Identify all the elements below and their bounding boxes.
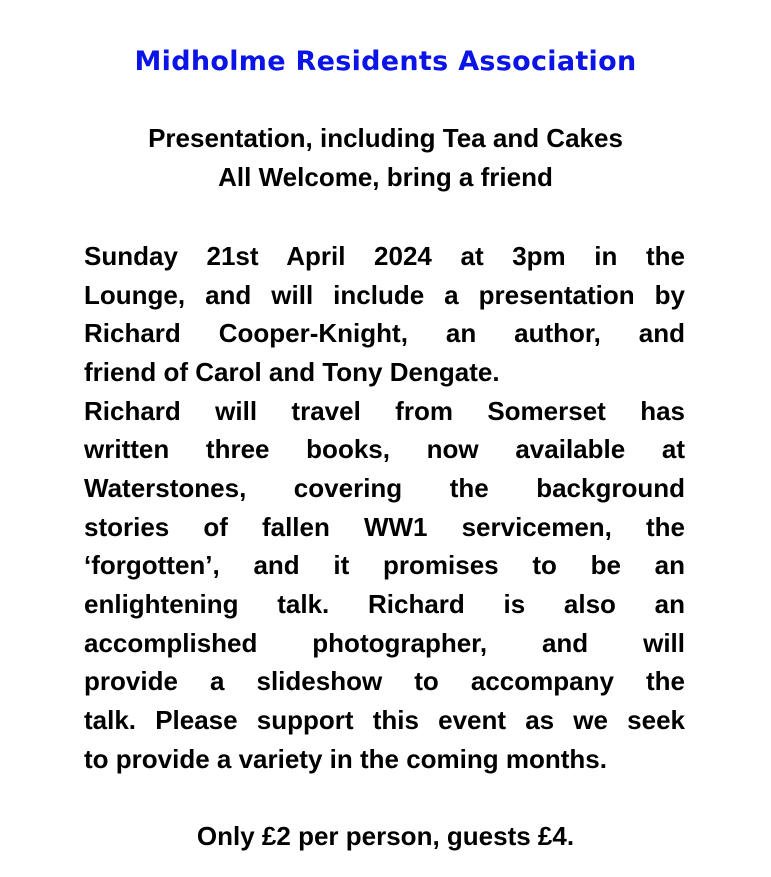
description-line (84, 509, 685, 545)
description-line (84, 470, 685, 506)
description-line-text: Waterstones, covering the background (84, 473, 685, 503)
description-line (84, 663, 685, 699)
description-line (84, 586, 685, 622)
description-line (84, 702, 685, 738)
association-title: Midholme Residents Association (134, 46, 637, 77)
description-line-text: friend of Carol and Tony Dengate. (84, 357, 500, 387)
welcome-line: All Welcome, bring a friend (218, 162, 553, 192)
description-line (84, 238, 685, 274)
description-line-text: Richard will travel from Somerset has (84, 396, 685, 426)
description-line-text: stories of fallen WW1 servicemen, the (84, 512, 685, 542)
description-line (84, 547, 685, 583)
description-line (84, 393, 685, 429)
description-line-text: provide a slideshow to accompany the (84, 666, 685, 696)
description-line-text: to provide a variety in the coming months. (84, 744, 607, 774)
description-line (84, 277, 685, 313)
event-subtitle: Presentation, including Tea and Cakes (148, 123, 623, 153)
description-line-text: Lounge, and will include a presentation by (84, 280, 685, 310)
description-line-text: enlightening talk. Richard is also an (84, 589, 685, 619)
description-line-text: Richard Cooper-Knight, an author, and (84, 318, 685, 348)
description-line (84, 354, 685, 390)
description-line (84, 741, 685, 777)
price-line: Only £2 per person, guests £4. (196, 821, 575, 851)
description-line (84, 431, 685, 467)
description-line-text: accomplished photographer, and will (84, 628, 685, 658)
description-line-text: written three books, now available at (84, 434, 685, 464)
description-line (84, 625, 685, 661)
description-line-text: ‘forgotten’, and it promises to be an (84, 550, 685, 580)
description-line-text: talk. Please support this event as we seek (84, 705, 685, 735)
description-line (84, 315, 685, 351)
description-line-text: Sunday 21st April 2024 at 3pm in the (84, 241, 685, 271)
